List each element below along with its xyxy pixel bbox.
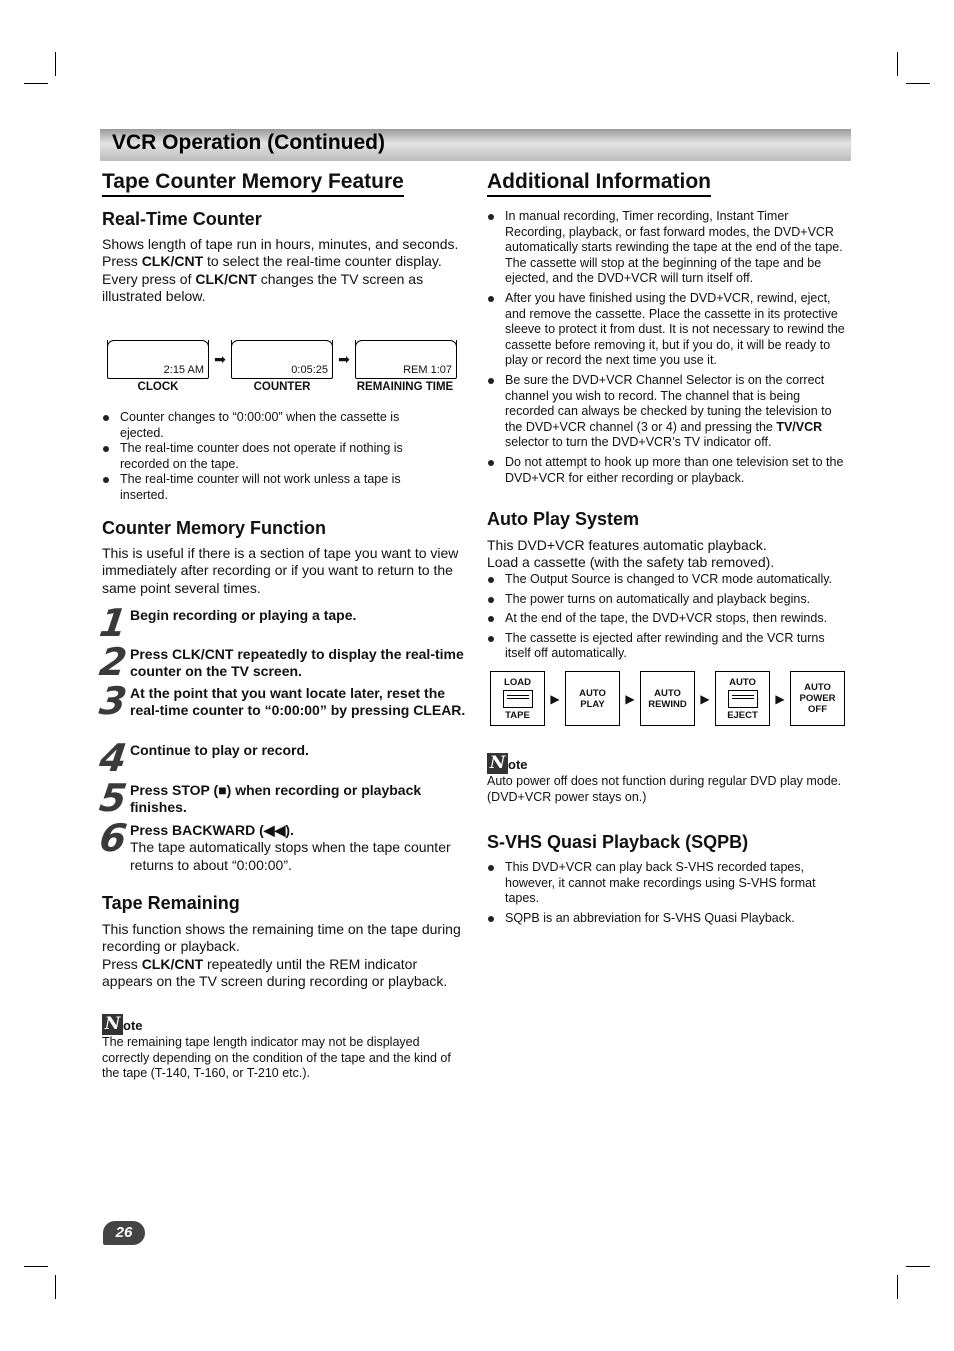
crop-mark xyxy=(906,1266,930,1267)
tape-remaining-description xyxy=(102,921,466,990)
list-item: After you have finished using the DVD+VCR, rewind, eject, and remove the cassette. Place the cassette in its protective sleeve to protect it from dust. It is not necessary to rewind the cassette before removing it, but if you do, it will be ready to play or record the next time you use it. xyxy=(487,291,851,369)
step-text: Continue to play or record. xyxy=(130,742,309,758)
arrow-right-icon: ▶ xyxy=(550,691,560,706)
list-item: The real-time counter will not work unless a tape is inserted. xyxy=(102,472,432,503)
subsection-title: S-VHS Quasi Playback (SQPB) xyxy=(487,832,749,852)
note-text: Auto power off does not function during regular DVD play mode. (DVD+VCR power stays on.) xyxy=(487,774,842,804)
list-item: At the end of the tape, the DVD+VCR stops, then rewinds. xyxy=(487,611,851,627)
flow-step-load-tape: LOAD TAPE xyxy=(490,671,545,726)
arrow-right-icon: ➡ xyxy=(214,350,226,367)
list-item: The cassette is ejected after rewinding and the VCR turns itself off automatically. xyxy=(487,631,851,662)
cassette-icon xyxy=(503,690,533,708)
section-title: Tape Counter Memory Feature xyxy=(102,170,404,197)
page-number: 26 xyxy=(103,1221,145,1245)
note-label: ote xyxy=(508,757,528,772)
note-icon: N xyxy=(102,1014,123,1035)
arrow-right-icon: ▶ xyxy=(775,691,785,706)
page-banner xyxy=(100,129,851,161)
list-item: The Output Source is changed to VCR mode automatically. xyxy=(487,572,851,588)
step-number: 6 xyxy=(96,816,128,860)
paragraph: This is useful if there is a section of tape you want to view immediately after recording or if you want to return to the same point several times. xyxy=(102,545,459,596)
paragraph: This function shows the remaining time on the tape during recording or playback. xyxy=(102,921,461,955)
realtime-description xyxy=(102,236,466,305)
list-item: Do not attempt to hook up more than one television set to the DVD+VCR for either recording or playback. xyxy=(487,455,851,486)
display-caption: COUNTER xyxy=(253,381,311,393)
list-item: SQPB is an abbreviation for S-VHS Quasi Playback. xyxy=(487,911,851,927)
list-item: This DVD+VCR can play back S-VHS recorded tapes, however, it cannot make recordings using S-VHS format tapes. xyxy=(487,860,851,907)
crop-mark xyxy=(24,83,48,84)
flow-step-auto-power-off: AUTO POWER OFF xyxy=(790,671,845,726)
crop-mark xyxy=(55,52,56,76)
flow-step-auto-rewind: AUTO REWIND xyxy=(640,671,695,726)
arrow-right-icon: ▶ xyxy=(700,691,710,706)
list-item: In manual recording, Timer recording, Instant Timer Recording, playback, or fast forward modes, the DVD+VCR automatically starts rewinding the tape at the end of the tape. The cassette will stop at the beginning of the tape and be ejected, and the DVD+VCR will turn itself off. xyxy=(487,209,851,287)
step-3 xyxy=(96,679,466,723)
paragraph: Shows length of tape run in hours, minutes, and seconds. Press CLK/CNT to select the real-time counter display. xyxy=(102,236,459,270)
tv-screen: 0:05:25 xyxy=(231,340,333,379)
crop-mark xyxy=(24,1266,48,1267)
step-number: 5 xyxy=(96,776,128,820)
flow-step-auto-play: AUTO PLAY xyxy=(565,671,620,726)
crop-mark xyxy=(897,52,898,76)
arrow-right-icon: ➡ xyxy=(338,350,350,367)
section-title: Additional Information xyxy=(487,170,711,197)
note-icon: N xyxy=(487,753,508,774)
step-1 xyxy=(96,601,466,645)
crop-mark xyxy=(55,1275,56,1299)
step-detail: The tape automatically stops when the tape counter returns to about “0:00:00”. xyxy=(130,839,451,873)
subsection-title: Auto Play System xyxy=(487,509,640,529)
paragraph: Press CLK/CNT repeatedly until the REM indicator appears on the TV screen during recording or playback. xyxy=(102,955,448,989)
step-text: Press BACKWARD (◀◀). xyxy=(130,822,294,838)
counter-display-illustration xyxy=(107,340,457,379)
subsection-title: Counter Memory Function xyxy=(102,518,326,538)
banner-title: VCR Operation (Continued) xyxy=(112,131,385,154)
step-number: 2 xyxy=(96,640,128,684)
note-box xyxy=(102,1014,466,1082)
step-number: 3 xyxy=(96,679,128,723)
step-text: Press STOP (■) when recording or playback finishes. xyxy=(130,782,422,816)
list-item: The power turns on automatically and playback begins. xyxy=(487,592,851,608)
autoplay-description xyxy=(487,537,851,572)
step-number: 4 xyxy=(96,736,128,780)
subsection-title: Real-Time Counter xyxy=(102,209,262,229)
step-number: 1 xyxy=(96,601,128,645)
additional-info-list xyxy=(487,209,851,486)
autoplay-list xyxy=(487,572,851,662)
note-text: The remaining tape length indicator may not be displayed correctly depending on the condition of the tape and the kind of the tape (T-140, T-160, or T-210 etc.). xyxy=(102,1035,451,1081)
tv-screen: 2:15 AM xyxy=(107,340,209,379)
arrow-right-icon: ▶ xyxy=(625,691,635,706)
display-caption: CLOCK xyxy=(137,381,179,393)
tv-screen: REM 1:07 xyxy=(355,340,457,379)
step-2 xyxy=(96,640,466,684)
step-text: Begin recording or playing a tape. xyxy=(130,607,357,623)
step-6 xyxy=(96,816,466,874)
sqpb-list xyxy=(487,860,851,926)
display-caption: REMAINING TIME xyxy=(356,381,454,393)
paragraph: Every press of CLK/CNT changes the TV screen as illustrated below. xyxy=(102,270,424,304)
crop-mark xyxy=(897,1275,898,1299)
autoplay-flow-diagram xyxy=(490,671,845,726)
left-column xyxy=(96,170,466,1081)
note-box xyxy=(487,753,851,805)
step-text: At the point that you want locate later, reset the real-time counter to “0:00:00” by pressing CLEAR. xyxy=(130,685,466,719)
subsection-title: Tape Remaining xyxy=(102,893,240,913)
paragraph: This DVD+VCR features automatic playback. xyxy=(487,537,767,553)
list-item: Counter changes to “0:00:00” when the cassette is ejected. xyxy=(102,410,432,441)
note-label: ote xyxy=(123,1018,143,1033)
right-column xyxy=(487,170,851,925)
step-5 xyxy=(96,776,466,820)
list-item: Be sure the DVD+VCR Channel Selector is on the correct channel you wish to record. The channel that is being recorded can always be checked by tuning the television to the DVD+VCR channel (3 or 4) and pressing the TV/VCR selector to turn the DVD+VCR’s TV indicator off. xyxy=(487,373,851,451)
flow-step-auto-eject: AUTO EJECT xyxy=(715,671,770,726)
crop-mark xyxy=(906,83,930,84)
step-4 xyxy=(96,736,466,780)
paragraph: Load a cassette (with the safety tab removed). xyxy=(487,554,775,571)
eject-icon xyxy=(728,690,758,708)
step-text: Press CLK/CNT repeatedly to display the real-time counter on the TV screen. xyxy=(130,646,464,680)
list-item: The real-time counter does not operate if nothing is recorded on the tape. xyxy=(102,441,432,472)
realtime-notes-list xyxy=(102,410,432,504)
